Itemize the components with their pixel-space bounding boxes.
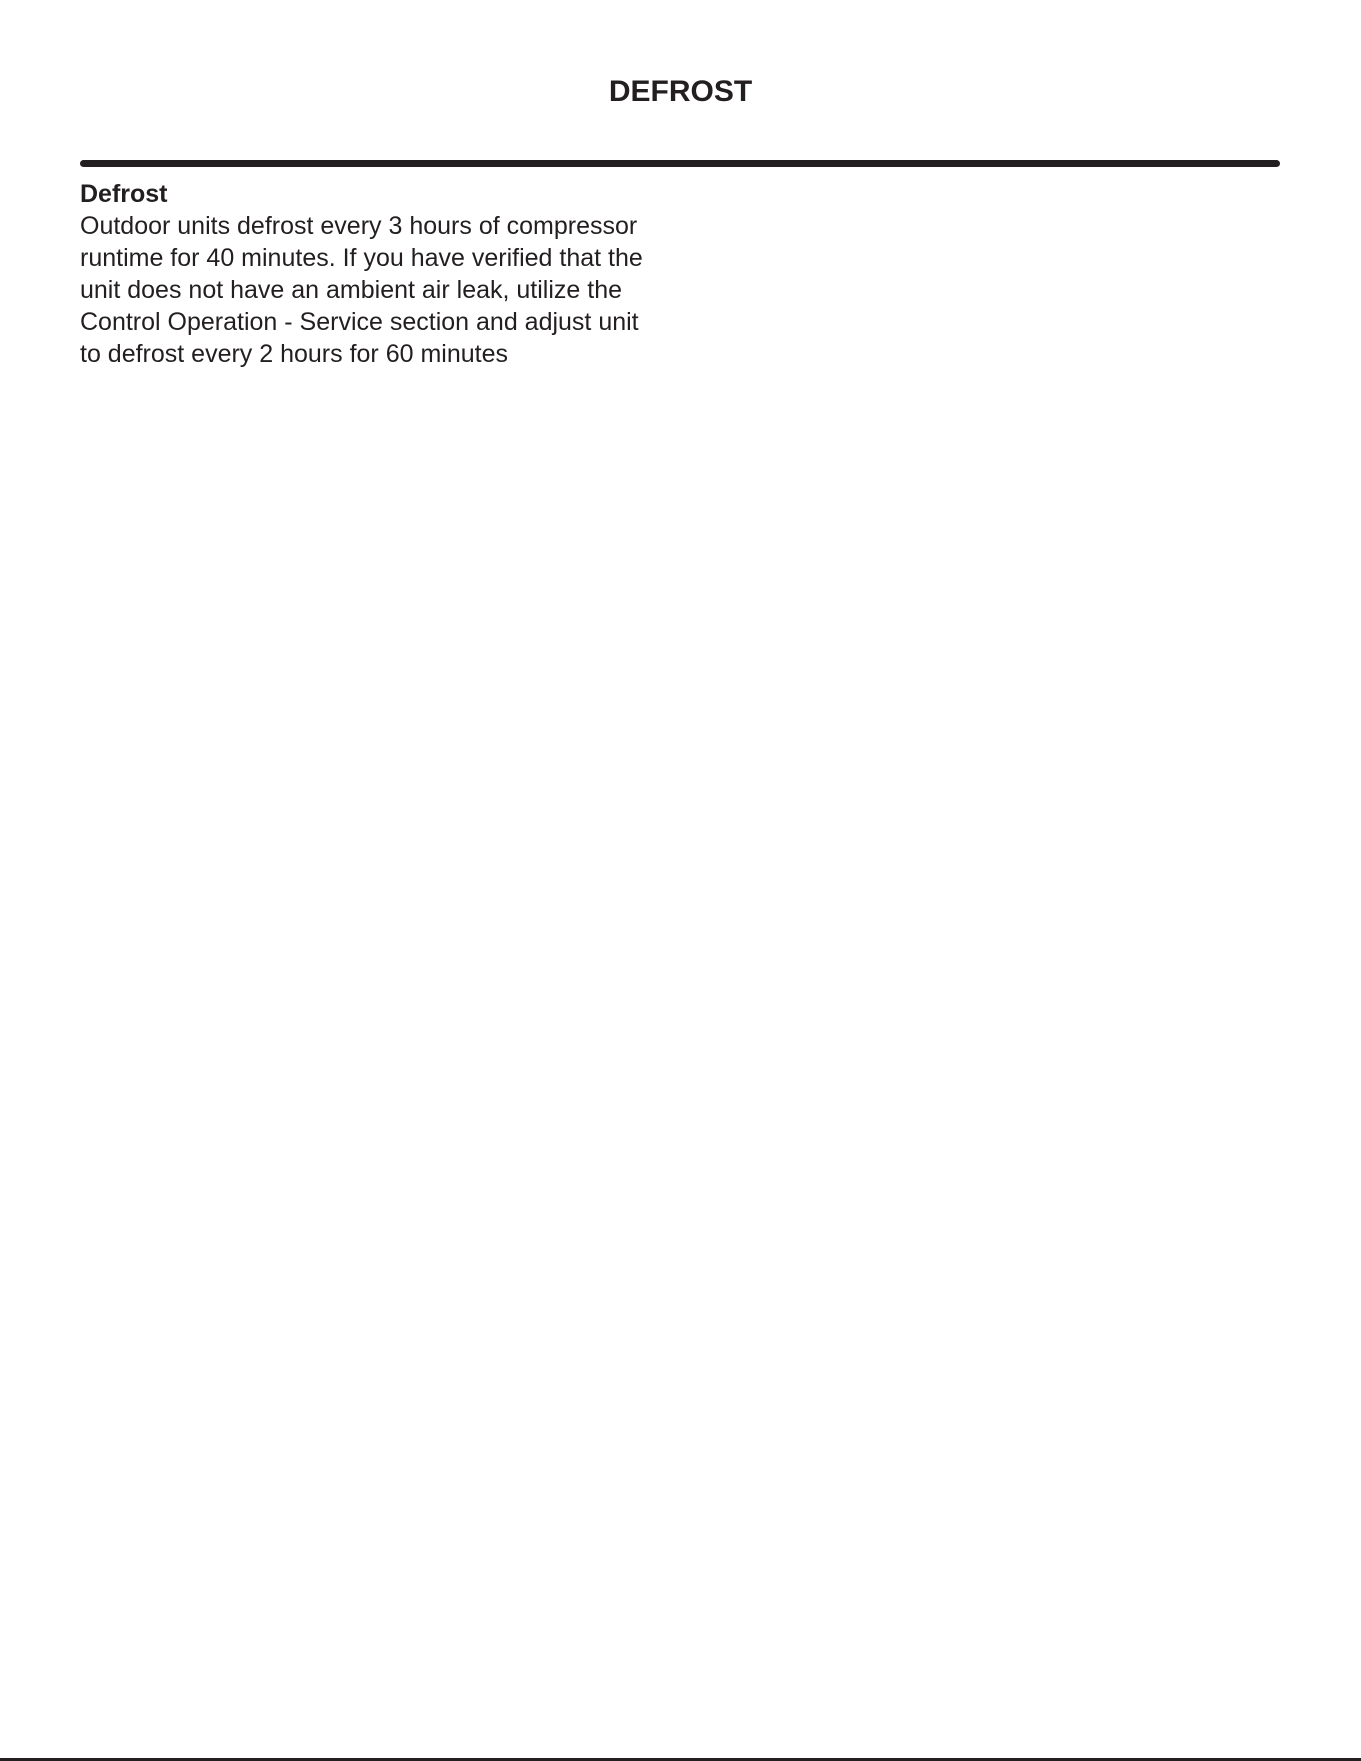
- page-title: DEFROST: [608, 75, 753, 108]
- section-body: Outdoor units defrost every 3 hours of compressor runtime for 40 minutes. If you have verified that the unit does not have an ambient air leak, utilize the Control Operation - Service section and adjust unit to defrost every 2 hours for 60 minutes: [80, 212, 643, 368]
- section-heading: Defrost: [80, 180, 168, 208]
- defrost-section: [80, 178, 660, 370]
- title-divider: [80, 160, 1280, 167]
